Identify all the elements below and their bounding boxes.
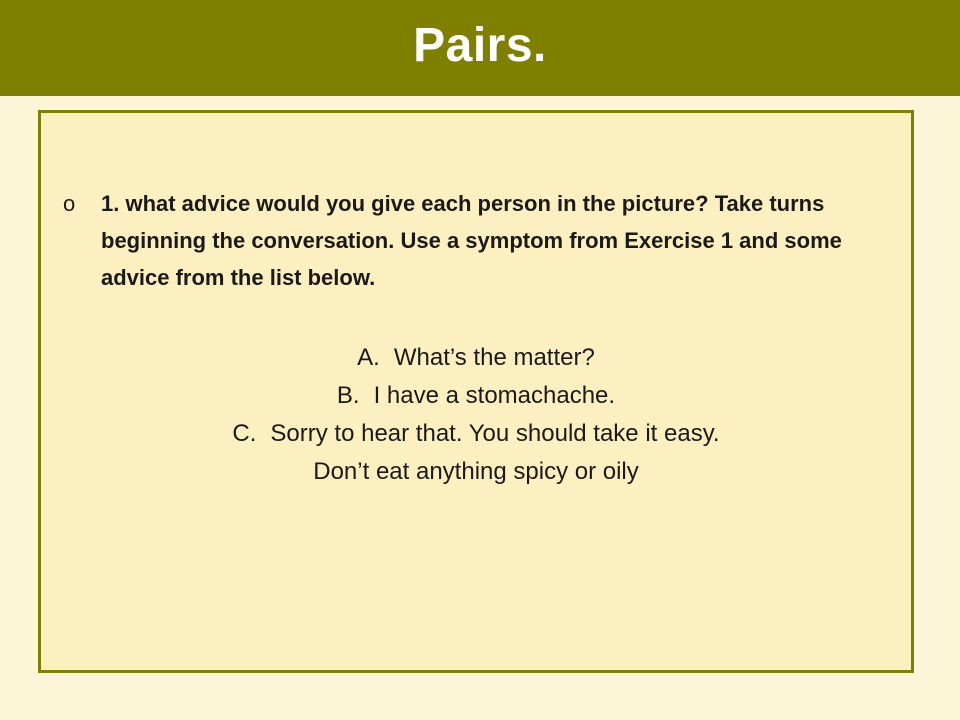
dialogue-letter-a: A.: [357, 344, 380, 371]
dialogue-letter-c: C.: [232, 420, 257, 447]
dialogue-text-continuation: Don’t eat anything spicy or oily: [313, 458, 639, 485]
dialogue-letter-b: B.: [336, 382, 360, 409]
bullet-glyph: o: [63, 191, 76, 216]
dialogue-text-b: I have a stomachache.: [373, 382, 616, 409]
question-text: 1. what advice would you give each person in the picture? Take turns beginning the conversation. Use a symptom from Exercise 1 and some advice from the list below.: [101, 191, 842, 290]
content-box: [38, 110, 914, 673]
dialogue-list: [41, 339, 911, 491]
bullet-marker: [41, 185, 101, 222]
dialogue-line-c: [41, 415, 911, 453]
title-bar: [0, 0, 960, 96]
question-item: [41, 185, 901, 296]
dialogue-line-continuation: [41, 453, 911, 491]
dialogue-text-c: Sorry to hear that. You should take it easy.: [270, 420, 720, 447]
dialogue-line-a: [41, 339, 911, 377]
dialogue-text-a: What’s the matter?: [393, 344, 595, 371]
dialogue-line-b: [41, 377, 911, 415]
slide-title: Pairs.: [413, 19, 547, 72]
